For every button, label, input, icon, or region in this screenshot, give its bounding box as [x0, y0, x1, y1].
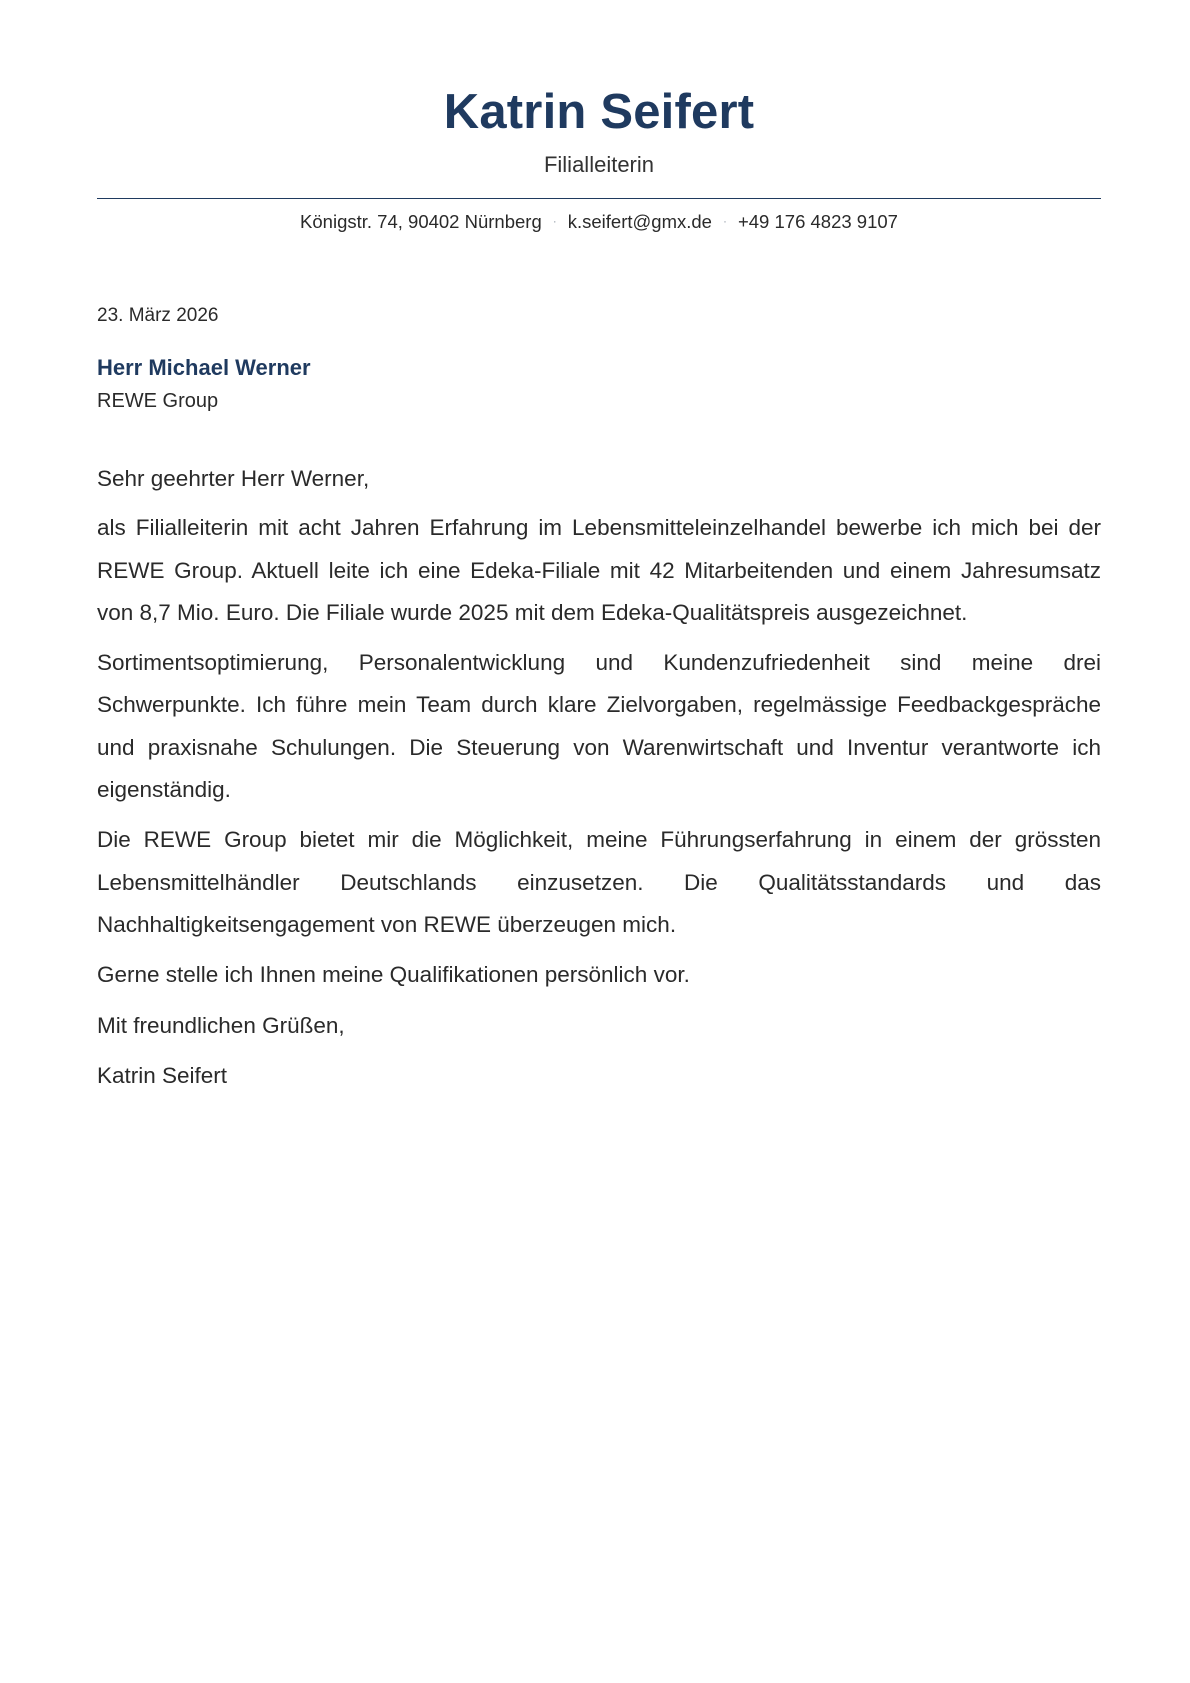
body-paragraph: Sortimentsoptimierung, Personalentwicklung und Kundenzufriedenheit sind meine drei Schwerpunkte. Ich führe mein Team durch klare Zielvorgaben, regelmässige Feedbackgespräche und praxisnahe Schulungen. Die Steuerung von Warenwirtschaft und Inventur verantworte ich eigenständig. — [97, 650, 1101, 803]
signature: Katrin Seifert — [97, 1062, 228, 1088]
body-paragraph: als Filialleiterin mit acht Jahren Erfahrung im Lebensmitteleinzelhandel bewerbe ich mich bei der REWE Group. Aktuell leite ich eine Edeka-Filiale mit 42 Mitarbeitenden und einem Jahresumsatz von 8,7 Mio. Euro. Die Filiale wurde 2025 mit dem Edeka-Qualitätspreis ausgezeichnet. — [97, 515, 1101, 625]
contact-phone: +49 176 4823 9107 — [737, 211, 898, 232]
salutation: Sehr geehrter Herr Werner, — [97, 466, 370, 491]
sender-title: Filialleiterin — [543, 152, 655, 177]
sender-name: Katrin Seifert — [443, 85, 755, 139]
closing: Mit freundlichen Grüßen, — [97, 1012, 345, 1038]
recipient-name: Herr Michael Werner — [97, 355, 311, 380]
letter-date: 23. März 2026 — [97, 305, 219, 326]
header-divider — [97, 198, 1101, 199]
contact-address: Königstr. 74, 90402 Nürnberg — [300, 211, 542, 232]
separator-dot: · — [722, 214, 727, 228]
separator-dot: · — [552, 214, 557, 228]
contact-email: k.seifert@gmx.de — [567, 211, 712, 232]
body-paragraph: Die REWE Group bietet mir die Möglichkeit, meine Führungserfahrung in einem der grössten Lebensmittelhändler Deutschlands einzusetzen. Die Qualitätsstandards und das Nachhaltigkeitsengagement von REWE überzeugen mich. — [97, 827, 1101, 937]
letter-body — [97, 458, 1101, 1105]
contact-line — [97, 208, 1101, 235]
recipient-company: REWE Group — [97, 390, 219, 412]
body-paragraph: Gerne stelle ich Ihnen meine Qualifikationen persönlich vor. — [97, 962, 690, 988]
